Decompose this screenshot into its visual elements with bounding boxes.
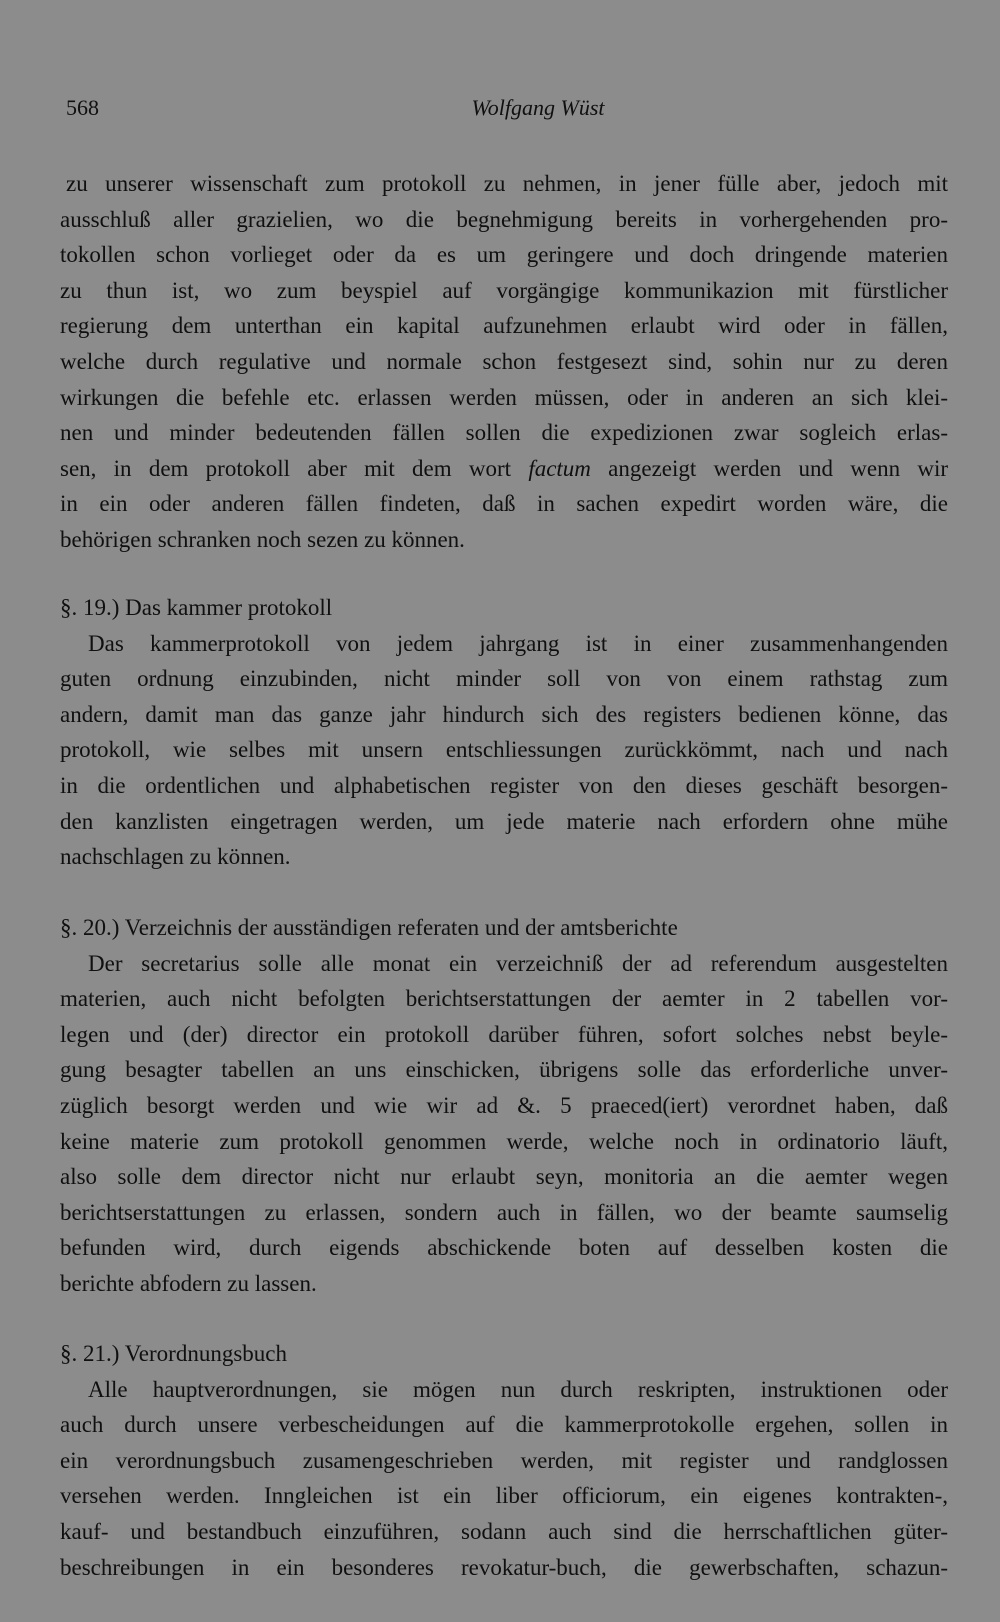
text-line: kauf- und bestandbuch einzuführen, sodann auch sind die herrschaftlichen güter- <box>60 1518 948 1544</box>
text-line: keine materie zum protokoll genommen werde, welche noch in ordinatorio läuft, <box>60 1128 948 1154</box>
text-line: behörigen schranken noch sezen zu können. <box>60 526 465 552</box>
text-line: guten ordnung einzubinden, nicht minder soll von von einem rathstag zum <box>60 666 948 692</box>
running-title: Wolfgang Wüst <box>471 95 605 120</box>
continued-paragraph <box>60 166 948 558</box>
text-line: gung besagter tabellen an uns einschicken, übrigens solle das erforderliche unver- <box>60 1057 948 1083</box>
section-heading: §. 20.) Verzeichnis der ausständigen referaten und der amtsberichte <box>60 915 678 940</box>
text-line: in ein oder anderen fällen findeten, daß in sachen expedirt worden wäre, die <box>60 491 948 517</box>
text-line: zu thun ist, wo zum beyspiel auf vorgängige kommunikazion mit fürstlicher <box>60 277 948 303</box>
text-line: materien, auch nicht befolgten berichtserstattungen der aemter in 2 tabellen vor- <box>60 986 948 1012</box>
text-line: Das kammerprotokoll von jedem jahrgang ist in einer zusammenhangenden <box>88 630 948 656</box>
text-line: berichtserstattungen zu erlassen, sondern auch in fällen, wo der beamte saumselig <box>60 1199 948 1225</box>
text-line: legen und (der) director ein protokoll darüber führen, sofort solches nebst beyle- <box>60 1021 948 1047</box>
section-19 <box>60 590 948 875</box>
text-line: tokollen schon vorlieget oder da es um geringere und doch dringende materien <box>60 242 948 268</box>
text-line: beschreibungen in ein besonderes revokatur-buch, die gewerbschaften, schazun- <box>60 1554 948 1580</box>
section-heading: §. 21.) Verordnungsbuch <box>60 1341 287 1366</box>
text-segment: angezeigt werden und wenn wir <box>590 455 948 481</box>
text-segment: sen, in dem protokoll aber mit dem wort <box>60 455 529 481</box>
page-header <box>66 95 940 125</box>
text-line: versehen werden. Inngleichen ist ein liber officiorum, ein eigenes kontrakten-, <box>60 1483 948 1509</box>
text-line: auch durch unsere verbescheidungen auf die kammerprotokolle ergehen, sollen in <box>60 1412 948 1438</box>
text-line: den kanzlisten eingetragen werden, um jede materie nach erfordern ohne mühe <box>60 808 948 834</box>
text-line: wirkungen die befehle etc. erlassen werden müssen, oder in anderen an sich klei- <box>60 384 948 410</box>
section-20 <box>60 910 948 1302</box>
page-number: 568 <box>66 95 99 120</box>
text-line: zu unserer wissenschaft zum protokoll zu nehmen, in jener fülle aber, jedoch mit <box>66 171 948 196</box>
text-line: ein verordnungsbuch zusamengeschrieben werden, mit register und randglossen <box>60 1447 948 1473</box>
text-line: Der secretarius solle alle monat ein verzeichniß der ad referendum ausgestelten <box>88 950 948 976</box>
text-line-with-italic <box>60 451 948 487</box>
text-line: berichte abfodern zu lassen. <box>60 1270 317 1296</box>
text-line: befunden wird, durch eigends abschickende boten auf desselben kosten die <box>60 1235 948 1261</box>
text-line: nen und minder bedeutenden fällen sollen die expedizionen zwar sogleich erlas- <box>60 420 948 446</box>
section-21 <box>60 1336 948 1585</box>
text-line: ausschluß aller grazielien, wo die begnehmigung bereits in vorhergehenden pro- <box>60 206 948 232</box>
text-line: protokoll, wie selbes mit unsern entschliessungen zurückkömmt, nach und nach <box>60 737 948 763</box>
text-line: züglich besorgt werden und wie wir ad &. 5 praeced(iert) verordnet haben, daß <box>60 1092 948 1118</box>
text-line: regierung dem unterthan ein kapital aufzunehmen erlaubt wird oder in fällen, <box>60 313 948 339</box>
text-line: welche durch regulative und normale schon festgesezt sind, sohin nur zu deren <box>60 348 948 374</box>
text-line: also solle dem director nicht nur erlaubt seyn, monitoria an die aemter wegen <box>60 1164 948 1190</box>
section-heading: §. 19.) Das kammer protokoll <box>60 595 333 620</box>
text-line: nachschlagen zu können. <box>60 844 291 870</box>
text-line: andern, damit man das ganze jahr hindurch sich des registers bedienen könne, das <box>60 701 948 727</box>
italic-term: factum <box>528 455 591 481</box>
text-line: in die ordentlichen und alphabetischen register von den dieses geschäft besorgen- <box>60 772 948 798</box>
text-line: Alle hauptverordnungen, sie mögen nun durch reskripten, instruktionen oder <box>88 1376 948 1402</box>
